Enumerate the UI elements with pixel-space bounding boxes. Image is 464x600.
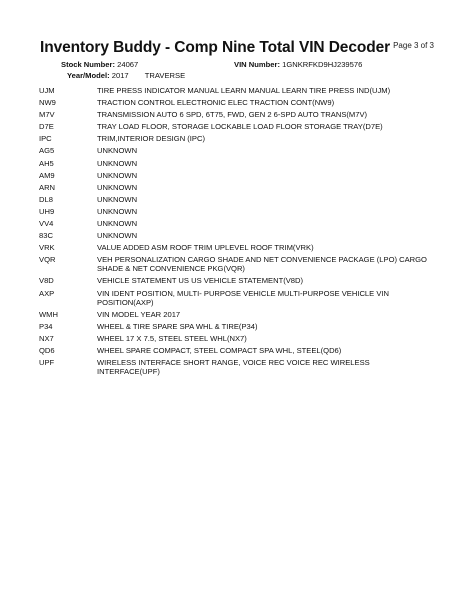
table-row <box>39 183 433 192</box>
table-row <box>39 243 433 252</box>
table-row <box>39 289 433 307</box>
table-row <box>39 310 433 319</box>
table-row <box>39 346 433 355</box>
option-code: AM9 <box>39 170 55 180</box>
option-code: D7E <box>39 122 54 132</box>
table-row <box>39 195 433 204</box>
option-description: WIRELESS INTERFACE SHORT RANGE, VOICE REC VOICE REC WIRELESS INTERFACE(UPF) <box>97 357 370 376</box>
option-code: WMH <box>39 309 58 319</box>
year-model-label: Year/Model: <box>67 71 110 80</box>
option-description: VIN MODEL YEAR 2017 <box>97 309 181 319</box>
option-description: TRAY LOAD FLOOR, STORAGE LOCKABLE LOAD FLOOR STORAGE TRAY(D7E) <box>97 122 383 132</box>
option-code: IPC <box>39 134 52 144</box>
option-code: P34 <box>39 321 53 331</box>
table-row <box>39 219 433 228</box>
option-description: VEHICLE STATEMENT US US VEHICLE STATEMENT(V8D) <box>97 276 304 286</box>
table-row <box>39 159 433 168</box>
option-description: WHEEL 17 X 7.5, STEEL STEEL WHL(NX7) <box>97 333 247 343</box>
option-description: TRANSMISSION AUTO 6 SPD, 6T75, FWD, GEN 2 6-SPD AUTO TRANS(M7V) <box>97 110 368 120</box>
option-description: UNKNOWN <box>97 206 138 216</box>
option-code: V8D <box>39 276 54 286</box>
option-code: QD6 <box>39 345 55 355</box>
table-row <box>39 146 433 155</box>
option-description: TRIM,INTERIOR DESIGN (IPC) <box>97 134 205 144</box>
option-description: UNKNOWN <box>97 219 138 229</box>
stock-number-label: Stock Number: <box>61 60 116 69</box>
option-description: VEH PERSONALIZATION CARGO SHADE AND NET CONVENIENCE PACKAGE (LPO) CARGO SHADE & NET CONVENIENCE PKG(VQR) <box>97 255 427 274</box>
option-description: VIN IDENT POSITION, MULTI- PURPOSE VEHICLE MULTI-PURPOSE VEHICLE VIN POSITION(AXP) <box>97 288 389 307</box>
option-code: ARN <box>39 182 56 192</box>
page-number: Page 3 of 3 <box>393 41 434 50</box>
table-row <box>39 231 433 240</box>
option-code: NX7 <box>39 333 54 343</box>
option-description: UNKNOWN <box>97 182 138 192</box>
option-code-table <box>39 86 433 379</box>
option-description: WHEEL & TIRE SPARE SPA WHL & TIRE(P34) <box>97 321 258 331</box>
option-code: VRK <box>39 243 55 253</box>
stock-number-value: 24067 <box>117 60 139 69</box>
table-row <box>39 122 433 131</box>
vin-number-label: VIN Number: <box>234 60 280 69</box>
option-code: AG5 <box>39 146 55 156</box>
table-row <box>39 98 433 107</box>
option-code: UPF <box>39 357 55 367</box>
option-description: TRACTION CONTROL ELECTRONIC ELEC TRACTION CONT(NW9) <box>97 98 335 108</box>
option-code: AH5 <box>39 158 54 168</box>
option-code: 83C <box>39 231 53 241</box>
table-row <box>39 171 433 180</box>
option-code: M7V <box>39 110 55 120</box>
option-code: UJM <box>39 86 55 95</box>
table-row <box>39 110 433 119</box>
table-row <box>39 322 433 331</box>
option-code: DL8 <box>39 194 53 204</box>
year-model <box>67 71 185 80</box>
table-row <box>39 276 433 285</box>
option-description: UNKNOWN <box>97 170 138 180</box>
option-description: WHEEL SPARE COMPACT, STEEL COMPACT SPA WHL, STEEL(QD6) <box>97 345 342 355</box>
option-description: UNKNOWN <box>97 158 138 168</box>
table-row <box>39 358 433 376</box>
option-code: VV4 <box>39 219 54 229</box>
table-row <box>39 255 433 273</box>
option-description: UNKNOWN <box>97 231 138 241</box>
stock-number <box>61 60 138 69</box>
table-row <box>39 207 433 216</box>
year-value: 2017 <box>111 71 129 80</box>
option-code: NW9 <box>39 98 56 108</box>
option-code: UH9 <box>39 206 55 216</box>
option-description: UNKNOWN <box>97 194 138 204</box>
vin-number <box>234 60 362 69</box>
option-description: VALUE ADDED ASM ROOF TRIM UPLEVEL ROOF TRIM(VRK) <box>97 243 314 253</box>
option-code: AXP <box>39 288 55 298</box>
option-description: UNKNOWN <box>97 146 138 156</box>
table-row <box>39 334 433 343</box>
table-row <box>39 134 433 143</box>
table-row <box>39 86 433 95</box>
vin-number-value: 1GNKRFKD9HJ239576 <box>282 60 363 69</box>
option-code: VQR <box>39 255 56 265</box>
model-value: TRAVERSE <box>144 71 186 80</box>
page-title: Inventory Buddy - Comp Nine Total VIN Decoder <box>40 39 391 56</box>
option-description: TIRE PRESS INDICATOR MANUAL LEARN MANUAL LEARN TIRE PRESS IND(UJM) <box>97 86 391 95</box>
